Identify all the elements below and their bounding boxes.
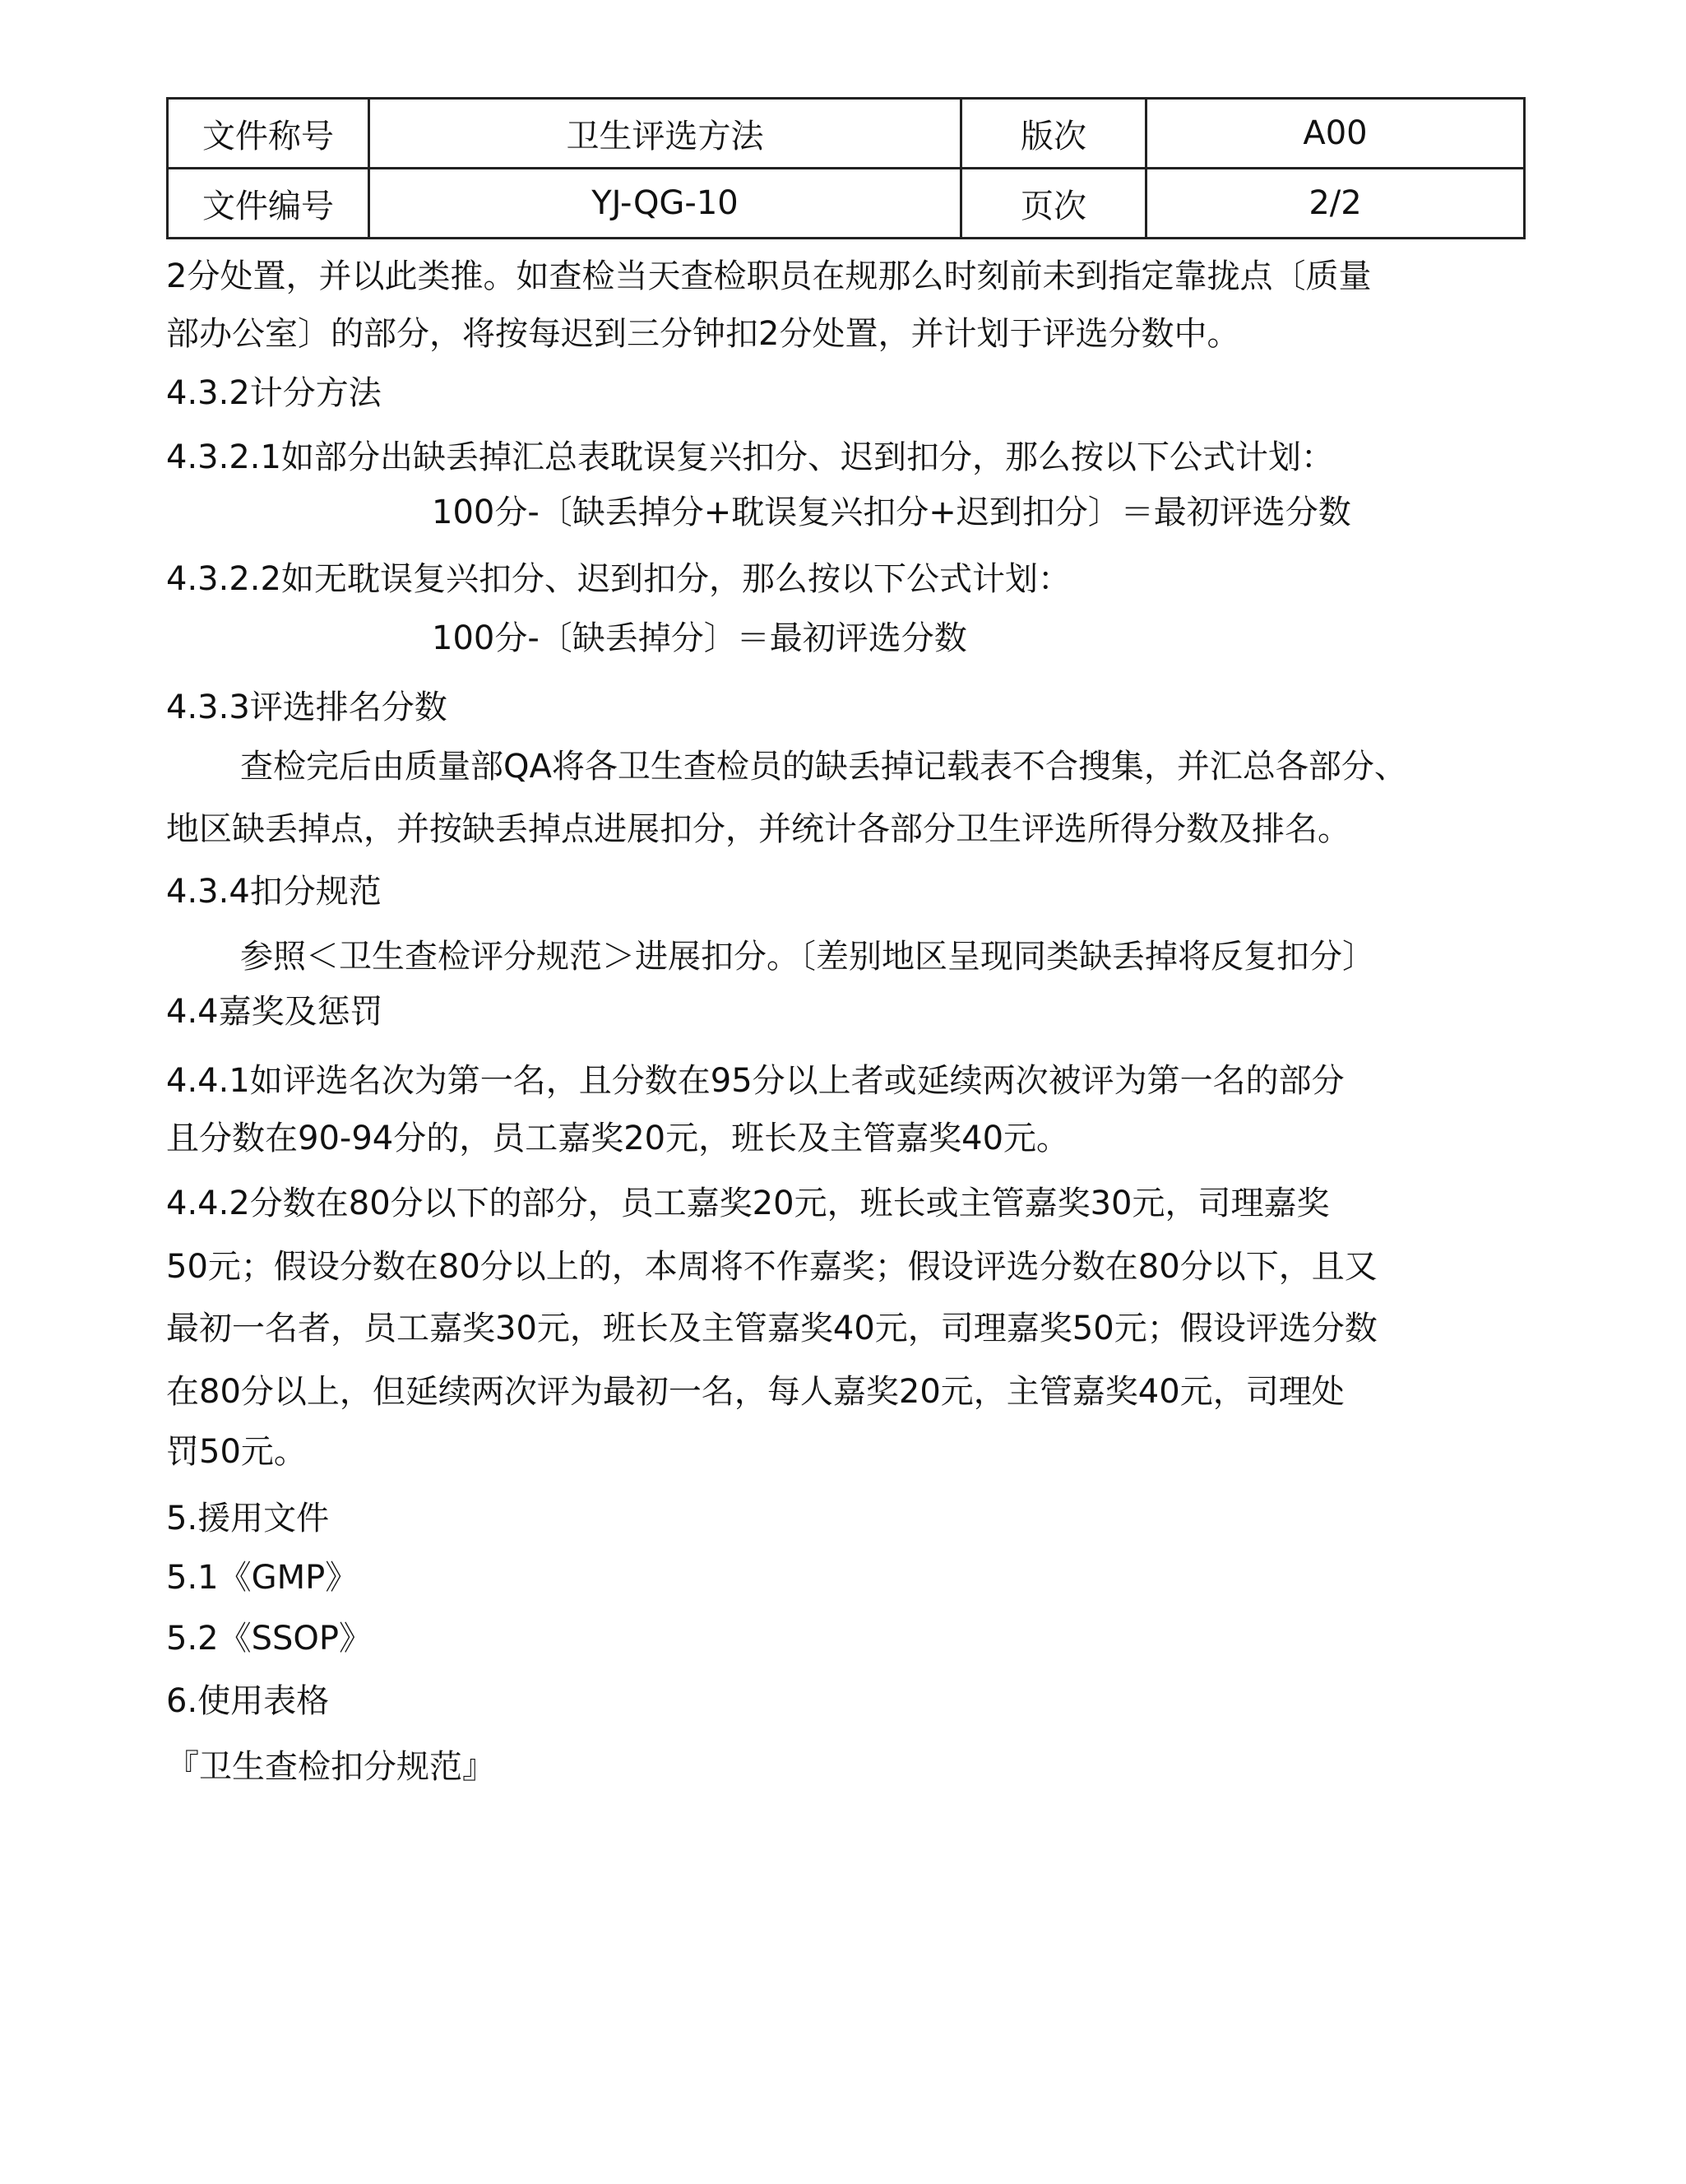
body-line: 在80分以上，但延续两次评为最初一名，每人嘉奖20元，主管嘉奖40元，司理处 <box>166 1373 1345 1411</box>
section-heading: 4.3.4扣分规范 <box>166 873 382 911</box>
body-line: 4.4.1如评选名次为第一名，且分数在95分以上者或延续两次被评为第一名的部分 <box>166 1062 1345 1100</box>
body-line: 2分处置，并以此类推。如查检当天查检职员在规那么时刻前未到指定靠拢点〔质量 <box>166 257 1372 295</box>
body-line: 且分数在90-94分的，员工嘉奖20元，班长及主管嘉奖40元。 <box>166 1120 1070 1157</box>
body-line: 部办公室〕的部分，将按每迟到三分钟扣2分处置，并计划于评选分数中。 <box>166 315 1240 353</box>
body-line: 罚50元。 <box>166 1433 307 1471</box>
file-name-label: 文件称号 <box>168 99 369 169</box>
version-value: A00 <box>1146 99 1525 169</box>
body-line: 4.3.2.2如无耽误复兴扣分、迟到扣分，那么按以下公式计划： <box>166 560 1071 598</box>
header-row-2 <box>168 169 1525 239</box>
section-heading: 4.3.3评选排名分数 <box>166 689 447 726</box>
body-line: 查检完后由质量部QA将各卫生查检员的缺丢掉记载表不合搜集，并汇总各部分、 <box>240 748 1407 786</box>
page-label: 页次 <box>961 169 1146 239</box>
section-heading: 4.4嘉奖及惩罚 <box>166 993 383 1031</box>
body-line: 地区缺丢掉点，并按缺丢掉点进展扣分，并统计各部分卫生评选所得分数及排名。 <box>166 810 1350 848</box>
section-heading: 6.使用表格 <box>166 1682 330 1720</box>
body-line: 最初一名者，员工嘉奖30元，班长及主管嘉奖40元，司理嘉奖50元；假设评选分数 <box>166 1310 1378 1347</box>
body-line: 50元；假设分数在80分以上的，本周将不作嘉奖；假设评选分数在80分以下，且又 <box>166 1248 1378 1286</box>
reference-item: 5.2《SSOP》 <box>166 1620 372 1658</box>
body-line: 参照＜卫生查检评分规范＞进展扣分。〔差别地区呈现同类缺丢掉将反复扣分〕 <box>240 938 1375 976</box>
file-number-label: 文件编号 <box>168 169 369 239</box>
section-heading: 5.援用文件 <box>166 1500 330 1537</box>
form-item: 『卫生查检扣分规范』 <box>166 1748 495 1786</box>
formula-line: 100分-〔缺丢掉分〕＝最初评选分数 <box>432 619 967 657</box>
file-name-value: 卫生评选方法 <box>369 99 961 169</box>
header-row-1 <box>168 99 1525 169</box>
reference-item: 5.1《GMP》 <box>166 1559 359 1597</box>
body-line: 4.3.2.1如部分出缺丢掉汇总表耽误复兴扣分、迟到扣分，那么按以下公式计划： <box>166 438 1334 476</box>
file-number-value: YJ-QG-10 <box>369 169 961 239</box>
version-label: 版次 <box>961 99 1146 169</box>
body-line: 4.4.2分数在80分以下的部分，员工嘉奖20元，班长或主管嘉奖30元，司理嘉奖 <box>166 1185 1330 1222</box>
document-header-table <box>166 97 1526 239</box>
formula-line: 100分-〔缺丢掉分+耽误复兴扣分+迟到扣分〕＝最初评选分数 <box>432 494 1351 531</box>
page-value: 2/2 <box>1146 169 1525 239</box>
section-heading: 4.3.2计分方法 <box>166 374 382 412</box>
